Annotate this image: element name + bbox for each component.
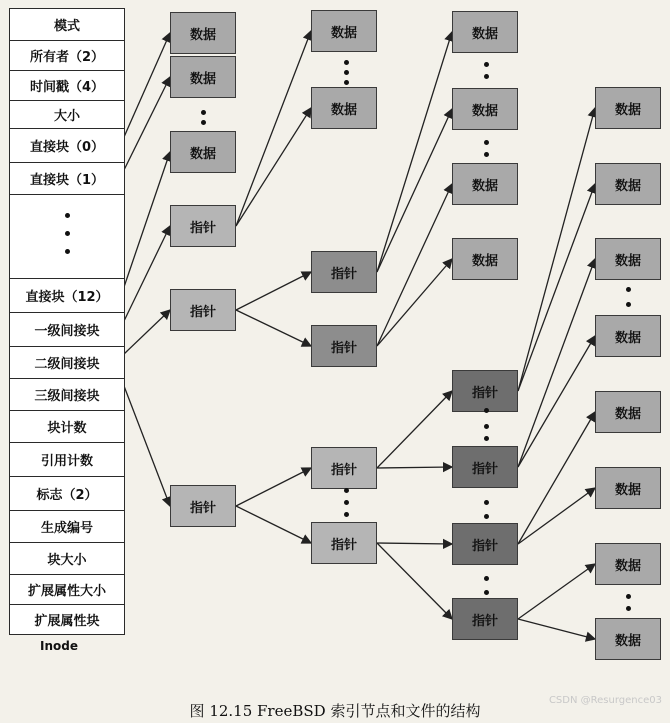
field-direct-block-1: 直接块（1） (10, 163, 124, 195)
inode-label: Inode (40, 639, 78, 653)
pointer-block: 指针 (311, 251, 377, 293)
pointer-arrow (518, 108, 595, 391)
pointer-arrow (377, 467, 452, 468)
pointer-arrow (518, 412, 595, 544)
field-flags: 标志（2） (10, 477, 124, 511)
data-block: 数据 (311, 87, 377, 129)
pointer-arrow (236, 506, 311, 543)
field-direct-block-ellipsis (10, 195, 124, 279)
field-single-indirect: 一级间接块 (10, 313, 124, 347)
data-block: 数据 (311, 10, 377, 52)
data-block: 数据 (170, 131, 236, 173)
ellipsis-dot (344, 60, 349, 65)
pointer-arrow (236, 272, 311, 310)
pointer-arrow (124, 226, 170, 321)
field-size: 大小 (10, 101, 124, 129)
ellipsis-dot (484, 140, 489, 145)
pointer-arrow (124, 152, 170, 287)
field-double-indirect: 二级间接块 (10, 347, 124, 379)
data-block: 数据 (595, 618, 661, 660)
ellipsis-dot (65, 249, 70, 254)
pointer-arrow (377, 543, 452, 544)
pointer-block: 指针 (170, 485, 236, 527)
ellipsis-dot (626, 302, 631, 307)
inode-table (9, 8, 125, 635)
figure-caption: 图 12.15 FreeBSD 索引节点和文件的结构 (189, 702, 481, 720)
pointer-arrow (377, 32, 452, 272)
ellipsis-dot (344, 512, 349, 517)
ellipsis-dot (484, 408, 489, 413)
pointer-arrow (377, 543, 452, 619)
ellipsis-dot (65, 231, 70, 236)
pointer-arrow (518, 488, 595, 544)
pointer-arrow (377, 391, 452, 468)
pointer-block: 指针 (311, 522, 377, 564)
pointer-arrow (124, 77, 170, 170)
watermark: CSDN @Resurgence03 (548, 695, 662, 706)
pointer-block: 指针 (452, 446, 518, 488)
field-mode: 模式 (10, 9, 124, 41)
pointer-arrow (236, 468, 311, 506)
pointer-block: 指针 (311, 447, 377, 489)
ellipsis-dot (484, 514, 489, 519)
data-block: 数据 (595, 391, 661, 433)
pointer-arrow (124, 33, 170, 137)
ellipsis-dot (484, 74, 489, 79)
ellipsis-dot (626, 606, 631, 611)
pointer-arrow (518, 336, 595, 467)
ellipsis-dot (484, 436, 489, 441)
pointer-block: 指针 (311, 325, 377, 367)
pointer-arrow (377, 109, 452, 272)
pointer-block: 指针 (170, 205, 236, 247)
pointer-block: 指针 (452, 370, 518, 412)
pointer-arrow (518, 184, 595, 391)
data-block: 数据 (170, 56, 236, 98)
pointer-arrow (377, 184, 452, 346)
field-block-count: 块计数 (10, 411, 124, 443)
data-block: 数据 (595, 87, 661, 129)
data-block: 数据 (595, 238, 661, 280)
ellipsis-dot (484, 500, 489, 505)
field-extattr-size: 扩展属性大小 (10, 575, 124, 605)
pointer-block: 指针 (452, 523, 518, 565)
ellipsis-dot (344, 488, 349, 493)
field-owner: 所有者（2） (10, 41, 124, 71)
data-block: 数据 (452, 88, 518, 130)
data-block: 数据 (595, 315, 661, 357)
ellipsis-dot (484, 152, 489, 157)
field-timestamps: 时间戳（4） (10, 71, 124, 101)
ellipsis-dot (484, 62, 489, 67)
data-block: 数据 (595, 467, 661, 509)
pointer-arrow (124, 310, 170, 354)
data-block: 数据 (452, 11, 518, 53)
data-block: 数据 (595, 163, 661, 205)
field-generation-number: 生成编号 (10, 511, 124, 543)
data-block: 数据 (452, 238, 518, 280)
pointer-arrow (236, 108, 311, 226)
field-triple-indirect: 三级间接块 (10, 379, 124, 411)
field-direct-block-0: 直接块（0） (10, 129, 124, 163)
pointer-block: 指针 (452, 598, 518, 640)
ellipsis-dot (484, 424, 489, 429)
ellipsis-dot (201, 110, 206, 115)
data-block: 数据 (595, 543, 661, 585)
ellipsis-dot (484, 590, 489, 595)
field-reference-count: 引用计数 (10, 443, 124, 477)
field-extattr-blocks: 扩展属性块 (34, 614, 100, 629)
pointer-arrow (377, 259, 452, 346)
ellipsis-dot (344, 500, 349, 505)
ellipsis-dot (201, 120, 206, 125)
ellipsis-dot (344, 80, 349, 85)
pointer-arrow (518, 259, 595, 467)
field-direct-block-12: 直接块（12） (10, 279, 124, 313)
ellipsis-dot (626, 594, 631, 599)
ellipsis-dot (344, 70, 349, 75)
pointer-arrow (518, 564, 595, 619)
data-block: 数据 (170, 12, 236, 54)
ellipsis-dot (484, 576, 489, 581)
data-block: 数据 (452, 163, 518, 205)
pointer-arrow (518, 619, 595, 639)
pointer-arrow (124, 386, 170, 506)
field-block-size: 块大小 (10, 543, 124, 575)
pointer-block: 指针 (170, 289, 236, 331)
ellipsis-dot (626, 287, 631, 292)
ellipsis-dot (65, 213, 70, 218)
pointer-arrow (236, 31, 311, 226)
pointer-arrow (236, 310, 311, 346)
